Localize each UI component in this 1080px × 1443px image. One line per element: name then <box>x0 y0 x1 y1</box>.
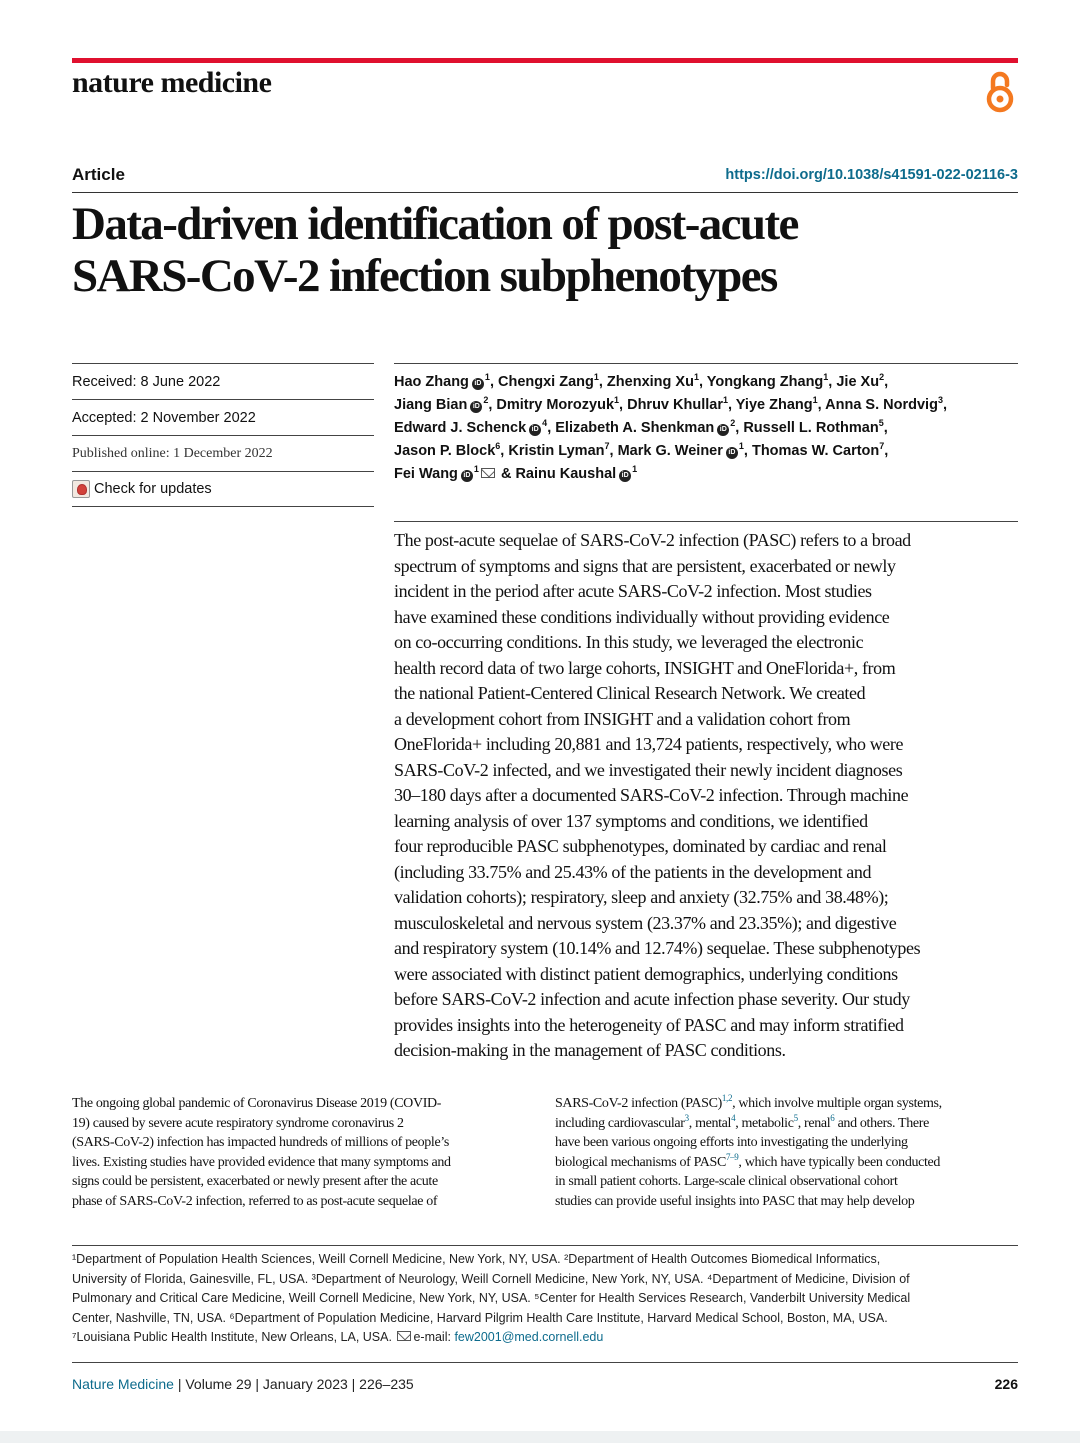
text-segment: , which involve multiple organ systems, <box>732 1096 942 1111</box>
citation-link[interactable]: 1,2 <box>721 1093 733 1103</box>
affiliation-ref: 1 <box>823 372 829 382</box>
orcid-icon[interactable]: iD <box>717 424 729 436</box>
email-label: e-mail: <box>413 1330 455 1344</box>
text-line: lives. Existing studies have provided evidence that many symptoms and <box>72 1154 451 1170</box>
authors-divider <box>394 363 1018 364</box>
separator: , <box>942 397 947 413</box>
footnote-divider <box>72 1245 1018 1246</box>
author-line <box>394 417 1024 440</box>
journal-name: nature medicine <box>72 66 272 99</box>
affiliation-ref: 3 <box>937 395 943 405</box>
orcid-icon[interactable]: iD <box>470 401 482 413</box>
author-name[interactable]: , Thomas W. Carton <box>743 443 880 459</box>
affiliation-ref: 1 <box>473 464 479 474</box>
open-access-icon[interactable] <box>982 70 1018 114</box>
orcid-icon[interactable]: iD <box>472 378 484 390</box>
author-line <box>394 440 1024 463</box>
text-line: the national Patient-Centered Clinical Research Network. We created <box>394 683 866 703</box>
text-line: phase of SARS-CoV-2 infection, referred to as post-acute sequelae of <box>72 1193 438 1209</box>
separator: , <box>884 374 889 390</box>
text-segment: , which have typically been conducted <box>738 1154 941 1170</box>
footnote-line: University of Florida, Gainesville, FL, USA. ³Department of Neurology, Weill Cornell Medicine, New York, NY, USA. ⁴Department of Medicine, Division of <box>72 1271 910 1286</box>
author-line <box>394 371 1024 394</box>
affiliation-ref: 1 <box>738 441 744 451</box>
text-segment: SARS-CoV-2 infection (PASC) <box>555 1096 722 1111</box>
author-name[interactable]: & Rainu Kaushal <box>500 466 617 482</box>
separator: , <box>884 443 889 459</box>
author-line <box>394 463 1024 486</box>
published-date: Published online: 1 December 2022 <box>72 435 374 471</box>
author-name[interactable]: , Dmitry Morozyuk <box>488 397 615 413</box>
separator: , <box>883 420 888 436</box>
citation-link[interactable]: 3 <box>684 1112 689 1123</box>
text-line: The ongoing global pandemic of Coronavirus Disease 2019 (COVID- <box>72 1096 442 1111</box>
text-line: were associated with distinct patient demographics, underlying conditions <box>394 963 898 984</box>
author-name[interactable]: , Zhenxing Xu <box>598 374 694 390</box>
author-name[interactable]: , Yongkang Zhang <box>698 374 824 390</box>
affiliation-ref: 1 <box>693 372 699 382</box>
author-name[interactable]: Jason P. Block <box>394 443 496 459</box>
text-line: have examined these conditions individually without providing evidence <box>394 606 890 627</box>
check-for-updates-button[interactable] <box>72 471 374 507</box>
orcid-icon[interactable]: iD <box>619 470 631 482</box>
affiliation-ref: 5 <box>878 418 884 428</box>
text-line: spectrum of symptoms and signs that are persistent, exacerbated or newly <box>394 555 896 576</box>
check-for-updates-label: Check for updates <box>94 481 212 497</box>
text-line: 19) caused by severe acute respiratory syndrome coronavirus 2 <box>72 1115 404 1131</box>
article-type: Article <box>72 165 125 184</box>
text-line: musculoskeletal and nervous system (23.37% and 23.35%); and digestive <box>394 912 897 933</box>
footnote-line <box>72 1328 1032 1348</box>
footnote-line: Center, Nashville, TN, USA. ⁶Department of Population Medicine, Harvard Pilgrim Health Care Institute, Harvard Medical School, Boston, MA, USA. <box>72 1310 888 1325</box>
text-line: incident in the period after acute SARS-CoV-2 infection. Most studies <box>394 581 872 601</box>
author-name[interactable]: , Russell L. Rothman <box>735 420 879 436</box>
publication-dates <box>72 363 374 507</box>
text-segment: , mental <box>688 1115 732 1131</box>
affiliation-ref: 2 <box>879 372 885 382</box>
citation-link[interactable]: 5 <box>793 1112 798 1123</box>
affiliation-ref: 2 <box>730 418 736 428</box>
accepted-date: Accepted: 2 November 2022 <box>72 399 374 435</box>
article-title <box>72 198 1018 302</box>
affiliation-ref: 6 <box>495 441 501 451</box>
affiliation-ref: 1 <box>614 395 620 405</box>
footer-volume-info: | Volume 29 | January 2023 | 226–235 <box>173 1376 414 1392</box>
affiliation-ref: 7 <box>604 441 610 451</box>
author-name[interactable]: , Elizabeth A. Shenkman <box>547 420 715 436</box>
text-line: on co-occurring conditions. In this study, we leveraged the electronic <box>394 632 864 652</box>
affiliation-ref: 2 <box>483 395 489 405</box>
title-line: Data-driven identification of post-acute <box>72 198 798 250</box>
abstract-divider <box>394 521 1018 522</box>
author-name[interactable]: , Anna S. Nordvig <box>817 397 938 413</box>
text-line: 30–180 days after a documented SARS-CoV-2 infection. Through machine <box>394 785 909 805</box>
text-line: (SARS-CoV-2) infection has impacted hundreds of millions of people’s <box>72 1135 449 1150</box>
text-line: (including 33.75% and 25.43% of the patients in the development and <box>394 861 872 882</box>
text-line: provides insights into the heterogeneity of PASC and may inform stratified <box>394 1014 904 1035</box>
envelope-icon[interactable] <box>481 468 495 478</box>
text-line <box>555 1094 1021 1114</box>
author-name[interactable]: , Yiye Zhang <box>728 397 813 413</box>
text-line: OneFlorida+ including 20,881 and 13,724 patients, respectively, who were <box>394 734 904 754</box>
text-line: signs could be persistent, exacerbated or newly present after the acute <box>72 1174 438 1189</box>
text-line: studies can provide useful insights into PASC that may help develop <box>555 1193 915 1209</box>
citation-link[interactable]: 7–9 <box>725 1151 739 1162</box>
received-date: Received: 8 June 2022 <box>72 363 374 399</box>
author-line <box>394 394 1024 417</box>
author-name[interactable]: Edward J. Schenck <box>394 420 527 436</box>
header-divider <box>72 192 1018 193</box>
text-segment: biological mechanisms of PASC <box>555 1154 726 1170</box>
citation-link[interactable]: 6 <box>830 1112 835 1123</box>
text-line: in small patient cohorts. Large-scale clinical observational cohort <box>555 1174 898 1189</box>
author-name[interactable]: , Chengxi Zang <box>489 374 594 390</box>
text-line <box>555 1153 1021 1173</box>
text-line: four reproducible PASC subphenotypes, dominated by cardiac and renal <box>394 836 887 856</box>
author-name[interactable]: Jiang Bian <box>394 397 468 413</box>
text-segment: , renal <box>797 1115 831 1131</box>
body-text-left-column <box>72 1094 538 1211</box>
text-line: SARS-CoV-2 infected, and we investigated their newly incident diagnoses <box>394 759 903 780</box>
author-list <box>394 371 1024 486</box>
check-for-updates-icon <box>72 480 90 498</box>
body-text-right-column <box>555 1094 1021 1211</box>
viewer-bottom-strip <box>0 1431 1080 1443</box>
affiliation-ref: 7 <box>879 441 885 451</box>
author-name[interactable]: , Jie Xu <box>828 374 880 390</box>
affiliation-ref: 1 <box>722 395 728 405</box>
affiliation-ref: 1 <box>484 372 490 382</box>
orcid-icon[interactable]: iD <box>461 470 473 482</box>
footnote-text: ⁷Louisiana Public Health Institute, New Orleans, LA, USA. <box>72 1330 392 1344</box>
doi-link[interactable]: https://doi.org/10.1038/s41591-022-02116-3 <box>725 167 1018 183</box>
footer-citation <box>72 1376 414 1392</box>
author-name[interactable]: Hao Zhang <box>394 374 469 390</box>
text-line: learning analysis of over 137 symptoms and conditions, we identified <box>394 810 868 831</box>
footer-divider <box>72 1362 1018 1363</box>
text-segment: , metabolic <box>735 1115 794 1131</box>
text-segment: and others. There <box>834 1115 929 1131</box>
text-segment: including cardiovascular <box>555 1115 685 1131</box>
orcid-icon[interactable]: iD <box>529 424 541 436</box>
orcid-icon[interactable]: iD <box>726 447 738 459</box>
affiliation-ref: 1 <box>593 372 599 382</box>
affiliation-ref: 1 <box>812 395 818 405</box>
text-line: decision-making in the management of PASC conditions. <box>394 1040 786 1060</box>
citation-link[interactable]: 4 <box>731 1112 736 1123</box>
title-line: SARS-CoV-2 infection subphenotypes <box>72 250 777 302</box>
page-number: 226 <box>994 1376 1018 1392</box>
envelope-icon <box>397 1331 411 1341</box>
text-line: The post-acute sequelae of SARS-CoV-2 infection (PASC) refers to a broad <box>394 530 911 550</box>
author-name[interactable]: , Kristin Lyman <box>500 443 605 459</box>
text-line: have been various ongoing efforts into investigating the underlying <box>555 1135 908 1150</box>
text-line: and respiratory system (10.14% and 12.74%) sequelae. These subphenotypes <box>394 938 921 958</box>
text-line <box>555 1114 1021 1134</box>
author-name[interactable]: Fei Wang <box>394 466 458 482</box>
journal-brand-bar <box>72 58 1018 63</box>
footnote-line: ¹Department of Population Health Sciences, Weill Cornell Medicine, New York, NY, USA. ²Department of Health Outcomes Biomedical Informatics, <box>72 1252 881 1266</box>
footer-journal-link[interactable]: Nature Medicine <box>72 1376 174 1392</box>
author-name[interactable]: , Dhruv Khullar <box>619 397 723 413</box>
affiliation-ref: 4 <box>542 418 548 428</box>
author-name[interactable]: , Mark G. Weiner <box>609 443 723 459</box>
email-link[interactable]: few2001@med.cornell.edu <box>454 1330 604 1344</box>
text-line: health record data of two large cohorts, INSIGHT and OneFlorida+, from <box>394 657 896 678</box>
footnote-line: Pulmonary and Critical Care Medicine, Weill Cornell Medicine, New York, NY, USA. ⁵Center for Health Services Research, Vanderbilt University Medical <box>72 1291 911 1305</box>
abstract <box>394 528 1034 1064</box>
text-line: a development cohort from INSIGHT and a validation cohort from <box>394 708 851 729</box>
text-line: validation cohorts); respiratory, sleep and anxiety (32.75% and 38.48%); <box>394 887 889 907</box>
affiliations-footnote <box>72 1250 1032 1348</box>
text-line: before SARS-CoV-2 infection and acute infection phase severity. Our study <box>394 989 910 1009</box>
affiliation-ref: 1 <box>632 464 638 474</box>
